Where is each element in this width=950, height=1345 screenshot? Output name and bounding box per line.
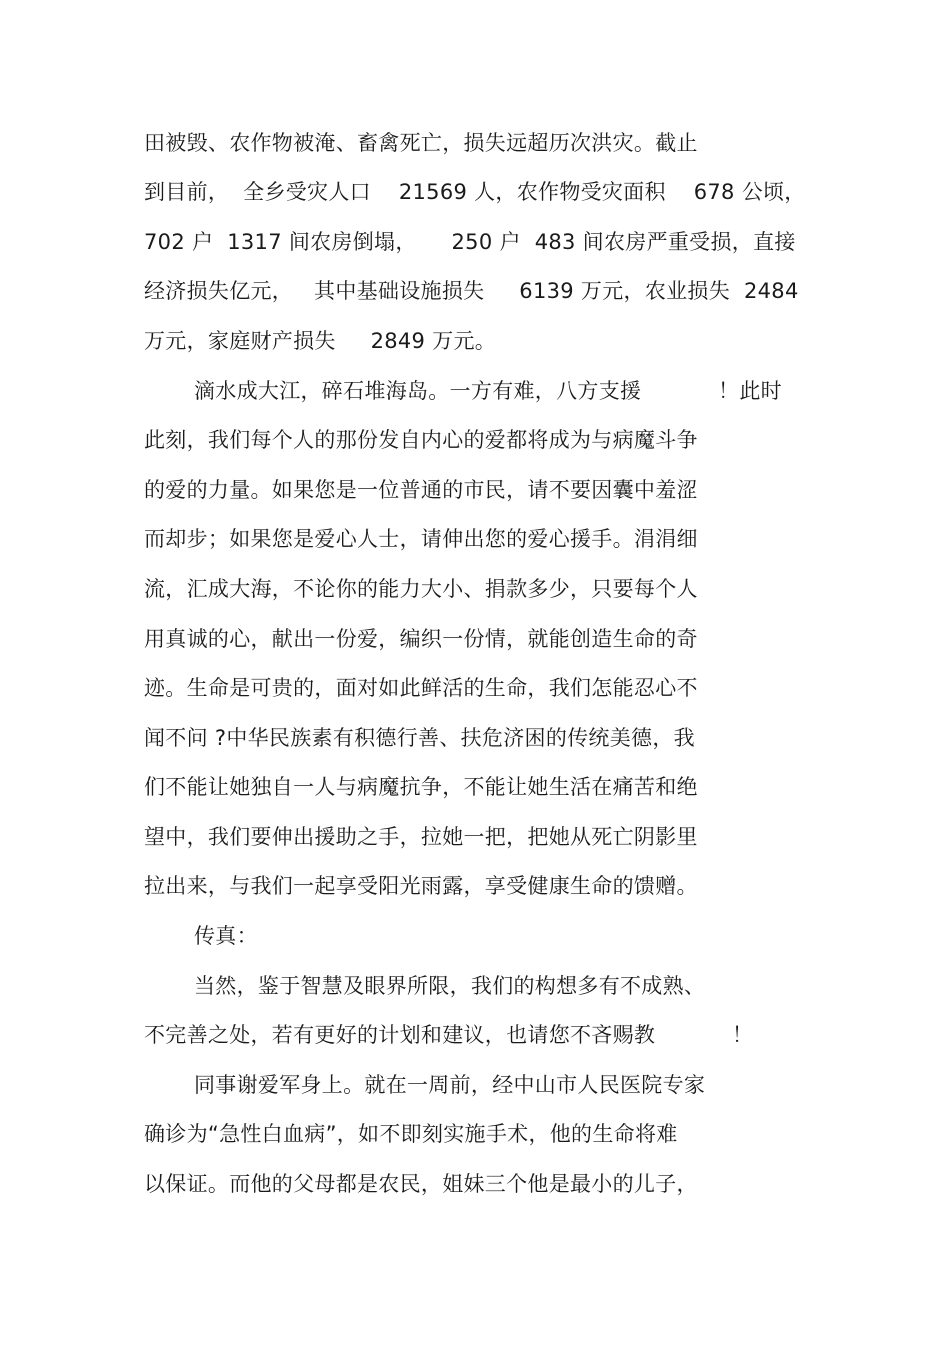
text-line-14: 们不能让她独自一人与病魔抗争，不能让她生活在痛苦和绝 [144, 775, 698, 799]
text-line-10: 流，汇成大海，不论你的能力大小、捐款多少，只要每个人 [144, 577, 698, 601]
text-line-1: 田被毁、农作物被淹、畜禽死亡，损失远超历次洪灾。截止 [144, 131, 698, 155]
text-line-16: 拉出来，与我们一起享受阳光雨露，享受健康生命的馈赠。 [144, 874, 698, 898]
text-line-22: 以保证。而他的父母都是农民，姐妹三个他是最小的儿子， [144, 1172, 698, 1196]
text-line-17: 传真： [194, 924, 258, 948]
text-line-21: 确诊为“急性白血病”，如不即刻实施手术，他的生命将难 [144, 1122, 678, 1146]
text-line-19: 不完善之处，若有更好的计划和建议，也请您不吝赐教 ！ [144, 1023, 754, 1047]
text-line-7: 此刻，我们每个人的那份发自内心的爱都将成为与病魔斗争 [144, 428, 698, 452]
text-line-2: 到目前， 全乡受灾人口 21569 人，农作物受灾面积 678 公顷， [144, 180, 806, 204]
text-line-6: 滴水成大江，碎石堆海岛。一方有难，八方支援 ！此时 [194, 379, 782, 403]
text-line-3: 702 户 1317 间农房倒塌， 250 户 483 间农房严重受损，直接 [144, 230, 796, 254]
text-line-18: 当然，鉴于智慧及眼界所限，我们的构想多有不成熟、 [194, 974, 706, 998]
text-line-13: 闻不问 ?中华民族素有积德行善、扶危济困的传统美德，我 [144, 726, 695, 750]
text-line-20: 同事谢爱军身上。就在一周前，经中山市人民医院专家 [194, 1073, 706, 1097]
text-line-15: 望中，我们要伸出援助之手，拉她一把，把她从死亡阴影里 [144, 825, 698, 849]
text-line-8: 的爱的力量。如果您是一位普通的市民，请不要因囊中羞涩 [144, 478, 698, 502]
text-line-5: 万元，家庭财产损失 2849 万元。 [144, 329, 497, 353]
text-line-12: 迹。生命是可贵的，面对如此鲜活的生命，我们怎能忍心不 [144, 676, 698, 700]
text-line-11: 用真诚的心，献出一份爱，编织一份情，就能创造生命的奇 [144, 627, 698, 651]
text-line-4: 经济损失亿元， 其中基础设施损失 6139 万元，农业损失 2484 [144, 279, 799, 303]
text-line-9: 而却步；如果您是爱心人士，请伸出您的爱心援手。涓涓细 [144, 527, 698, 551]
